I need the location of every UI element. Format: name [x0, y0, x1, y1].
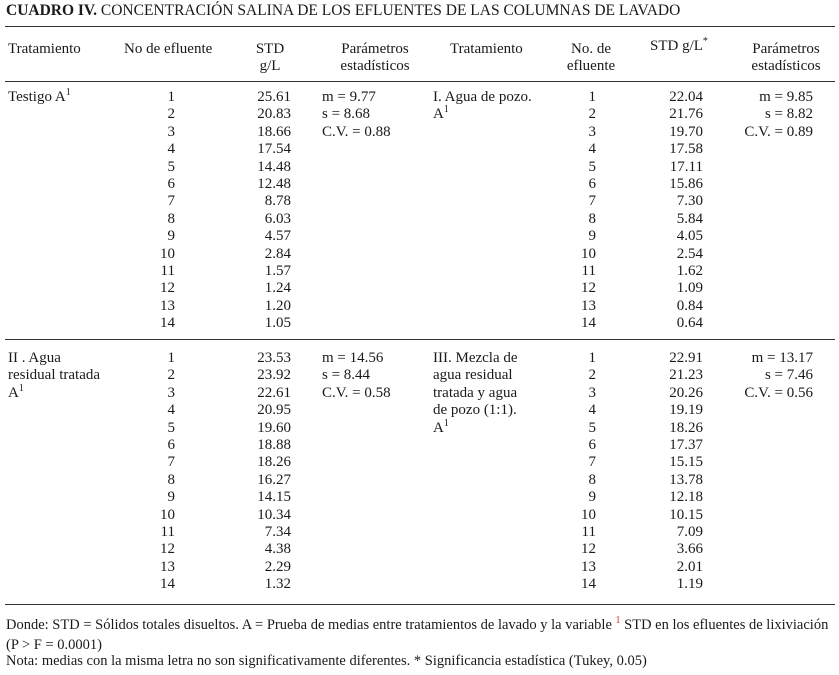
header-std-right: [650, 38, 708, 56]
group-1-left-name: [8, 350, 100, 402]
group-1-left-name-line: residual tratada: [8, 367, 101, 384]
group-1-left-name-line: II . Agua: [8, 350, 61, 366]
table-cell: m = 9.85: [759, 89, 813, 105]
group-0-right-numbers: [545, 89, 596, 332]
table-cell: s = 8.68: [322, 106, 371, 123]
table-cell: 7: [167, 454, 175, 471]
table-cell: 17.54: [257, 141, 291, 158]
header-no-efluente-right-line1: No. de: [571, 41, 611, 57]
table-cell: 13: [160, 297, 175, 314]
table-cell: C.V. = 0.88: [322, 123, 391, 140]
header-param-right-line1: Parámetros: [752, 41, 820, 57]
table-cell: 4.57: [264, 228, 291, 245]
group-0-left-name-line: Testigo A: [8, 89, 66, 105]
table-cell: 1.57: [264, 262, 291, 279]
table-cell: 20.83: [257, 106, 291, 123]
table-cell: 4.05: [676, 228, 703, 245]
group-0-right-name-line: A: [433, 106, 444, 123]
table-cell: 7.09: [676, 523, 703, 540]
table-cell: 3: [588, 123, 596, 140]
table-cell: s = 7.46: [764, 367, 813, 384]
group-0-right-stats: [720, 89, 813, 141]
table-cell: 19.60: [257, 419, 291, 436]
footnote-note: Nota: medias con la misma letra no son significativamente diferentes. * Significancia estadística (Tukey, 0.05): [6, 653, 647, 669]
group-0-right-name-line: I. Agua de pozo.: [433, 89, 532, 105]
header-no-efluente-right: [556, 41, 626, 75]
group-0-left-sup: 1: [65, 87, 71, 98]
table-cell: 7: [588, 454, 596, 471]
table-cell: 7: [588, 193, 596, 210]
table-cell: 15.15: [669, 454, 703, 471]
header-std-left-line2: g/L: [259, 58, 281, 74]
table-cell: 13: [581, 297, 596, 314]
table-cell: m = 9.77: [322, 89, 376, 105]
table-cell: 19.70: [669, 123, 703, 140]
table-cell: m = 13.17: [751, 350, 813, 366]
footnote-definitions-text: Donde: STD = Sólidos totales disueltos. A = Prueba de medias entre tratamientos de lavado y la variable: [6, 617, 612, 633]
footnote-definitions-text-cont: STD en los efluentes de lixiviación (P > F = 0.0001): [6, 617, 829, 653]
table-cell: 14.15: [257, 489, 291, 506]
table-cell: 14.48: [257, 158, 291, 175]
table-cell: 5: [588, 158, 596, 175]
header-param-left-line2: estadísticos: [340, 58, 410, 74]
group-1-left-std: [230, 350, 291, 593]
header-tratamiento-right: Tratamiento: [450, 41, 523, 57]
table-cell: 2.84: [264, 245, 291, 262]
table-cell: 1.09: [676, 280, 703, 297]
header-std-left: [240, 41, 300, 75]
table-cell: 23.53: [257, 350, 291, 366]
table-cell: 10: [581, 245, 596, 262]
table-cell: 22.04: [669, 89, 703, 105]
table-cell: 19.19: [669, 402, 703, 419]
table-cell: 7.30: [676, 193, 703, 210]
table-cell: 2.54: [676, 245, 703, 262]
table-cell: m = 14.56: [322, 350, 384, 366]
table-cell: 2: [588, 106, 596, 123]
table-cell: 15.86: [669, 175, 703, 192]
table-cell: 13: [581, 558, 596, 575]
table-cell: 5.84: [676, 210, 703, 227]
table-cell: 7.34: [264, 523, 291, 540]
table-cell: 2: [167, 367, 175, 384]
table-cell: 10: [160, 506, 175, 523]
top-rule: [5, 26, 835, 27]
table-cell: 5: [167, 419, 175, 436]
table-cell: 3: [167, 123, 175, 140]
group-0-right-std: [640, 89, 703, 332]
table-cell: 18.26: [669, 419, 703, 436]
table-cell: 10.15: [669, 506, 703, 523]
table-cell: 4: [588, 402, 596, 419]
table-cell: 8: [167, 210, 175, 227]
table-cell: 12: [581, 541, 596, 558]
table-cell: 10: [581, 506, 596, 523]
group-0-right-name: [433, 89, 532, 124]
group-1-right-name-line: III. Mezcla de: [433, 350, 518, 366]
table-cell: s = 8.82: [764, 106, 813, 123]
header-param-right-line2: estadísticos: [751, 58, 821, 74]
table-cell: 21.23: [669, 367, 703, 384]
table-cell: 17.11: [669, 158, 703, 175]
group-1-right-numbers: [545, 350, 596, 593]
table-cell: 13: [160, 558, 175, 575]
bottom-rule: [5, 604, 835, 605]
table-cell: 1.05: [264, 315, 291, 332]
table-cell: 5: [588, 419, 596, 436]
table-cell: 18.26: [257, 454, 291, 471]
table-cell: 14: [160, 576, 175, 593]
significance-mark: *: [702, 36, 708, 47]
table-cell: 12: [160, 280, 175, 297]
table-cell: s = 8.44: [322, 367, 371, 384]
footnote-definitions: [6, 616, 832, 654]
table-cell: 4: [588, 141, 596, 158]
table-cell: 1: [588, 89, 596, 105]
table-cell: 8.78: [264, 193, 291, 210]
group-divider-rule: [5, 339, 835, 340]
table-cell: 11: [160, 262, 175, 279]
table-cell: 4: [167, 402, 175, 419]
table-cell: 25.61: [257, 89, 291, 105]
table-cell: 11: [160, 523, 175, 540]
table-number: CUADRO IV.: [6, 2, 98, 19]
group-1-left-stats: [322, 350, 391, 402]
table-cell: 1: [167, 350, 175, 366]
table-cell: 0.64: [676, 315, 703, 332]
group-1-left-name-line: A: [8, 384, 19, 401]
table-cell: 8: [588, 210, 596, 227]
header-tratamiento-left: Tratamiento: [8, 41, 81, 57]
table-cell: 4: [167, 141, 175, 158]
table-cell: 12: [581, 280, 596, 297]
table-cell: 9: [167, 489, 175, 506]
table-cell: 8: [167, 471, 175, 488]
table-cell: 5: [167, 158, 175, 175]
table-cell: 21.76: [669, 106, 703, 123]
table-cell: 23.92: [257, 367, 291, 384]
group-1-right-sup: 1: [443, 417, 449, 429]
table-cell: 0.84: [676, 297, 703, 314]
table-cell: 14: [581, 315, 596, 332]
header-rule: [5, 81, 835, 82]
group-1-right-name-line: de pozo (1:1).: [433, 402, 517, 419]
table-cell: 13.78: [669, 471, 703, 488]
table-cell: 8: [588, 471, 596, 488]
table-cell: 10.34: [257, 506, 291, 523]
group-1-right-name-line: agua residual: [433, 367, 513, 384]
table-cell: 10: [160, 245, 175, 262]
table-cell: 3.66: [676, 541, 703, 558]
group-1-left-sup: 1: [18, 382, 24, 394]
table-cell: 2.01: [676, 558, 703, 575]
table-cell: 1.24: [264, 280, 291, 297]
table-cell: 11: [581, 262, 596, 279]
header-param-left-line1: Parámetros: [341, 41, 409, 57]
table-cell: 22.91: [669, 350, 703, 366]
table-cell: 2.29: [264, 558, 291, 575]
group-0-left-name: [8, 89, 71, 106]
table-cell: 18.66: [257, 123, 291, 140]
group-1-right-name-line: tratada y agua: [433, 384, 518, 401]
table-cell: 12: [160, 541, 175, 558]
table-cell: 2: [167, 106, 175, 123]
table-cell: C.V. = 0.89: [744, 123, 813, 140]
table-cell: 1: [167, 89, 175, 105]
header-param-left: [320, 41, 430, 75]
table-cell: 18.88: [257, 436, 291, 453]
table-cell: 12.18: [669, 489, 703, 506]
table-cell: 1.32: [264, 576, 291, 593]
header-std-left-line1: STD: [255, 41, 285, 57]
table-cell: 6: [588, 436, 596, 453]
table-cell: C.V. = 0.58: [322, 384, 391, 401]
table-cell: 12.48: [257, 175, 291, 192]
table-cell: 22.61: [257, 384, 291, 401]
table-cell: 6: [167, 436, 175, 453]
group-0-left-stats: [322, 89, 391, 141]
group-0-left-numbers: [120, 89, 175, 332]
table-cell: 14: [581, 576, 596, 593]
group-1-right-name: [433, 350, 518, 437]
group-1-left-numbers: [120, 350, 175, 593]
header-no-efluente-left: No de efluente: [124, 41, 213, 57]
group-0-right-sup: 1: [443, 104, 449, 116]
table-cell: 6: [167, 175, 175, 192]
group-1-right-name-line: A: [433, 419, 444, 436]
table-cell: 11: [581, 523, 596, 540]
table-cell: 1: [588, 350, 596, 366]
group-1-right-std: [640, 350, 703, 593]
header-param-right: [736, 41, 836, 75]
table-cell: 1.20: [264, 297, 291, 314]
table-cell: 9: [588, 228, 596, 245]
header-std-right-label: STD g/L: [650, 38, 703, 54]
table-cell: 6.03: [264, 210, 291, 227]
header-no-efluente-right-line2: efluente: [566, 58, 616, 74]
group-0-left-std: [230, 89, 291, 332]
table-cell: 3: [588, 384, 596, 401]
table-cell: 6: [588, 175, 596, 192]
group-1-right-stats: [720, 350, 813, 402]
table-cell: 14: [160, 315, 175, 332]
table-cell: 17.37: [669, 436, 703, 453]
footnote-sup: 1: [615, 615, 621, 626]
table-cell: 20.95: [257, 402, 291, 419]
table-cell: 1.19: [676, 576, 703, 593]
table-cell: 20.26: [669, 384, 703, 401]
table-cell: 2: [588, 367, 596, 384]
table-cell: 7: [167, 193, 175, 210]
table-cell: 9: [588, 489, 596, 506]
table-cell: 17.58: [669, 141, 703, 158]
table-cell: C.V. = 0.56: [744, 384, 813, 401]
table-cell: 9: [167, 228, 175, 245]
table-cell: 16.27: [257, 471, 291, 488]
table-cell: 3: [167, 384, 175, 401]
table-caption: CONCENTRACIÓN SALINA DE LOS EFLUENTES DE LAS COLUMNAS DE LAVADO: [100, 2, 681, 19]
table-title: [6, 2, 680, 19]
table-cell: 1.62: [676, 262, 703, 279]
table-cell: 4.38: [264, 541, 291, 558]
